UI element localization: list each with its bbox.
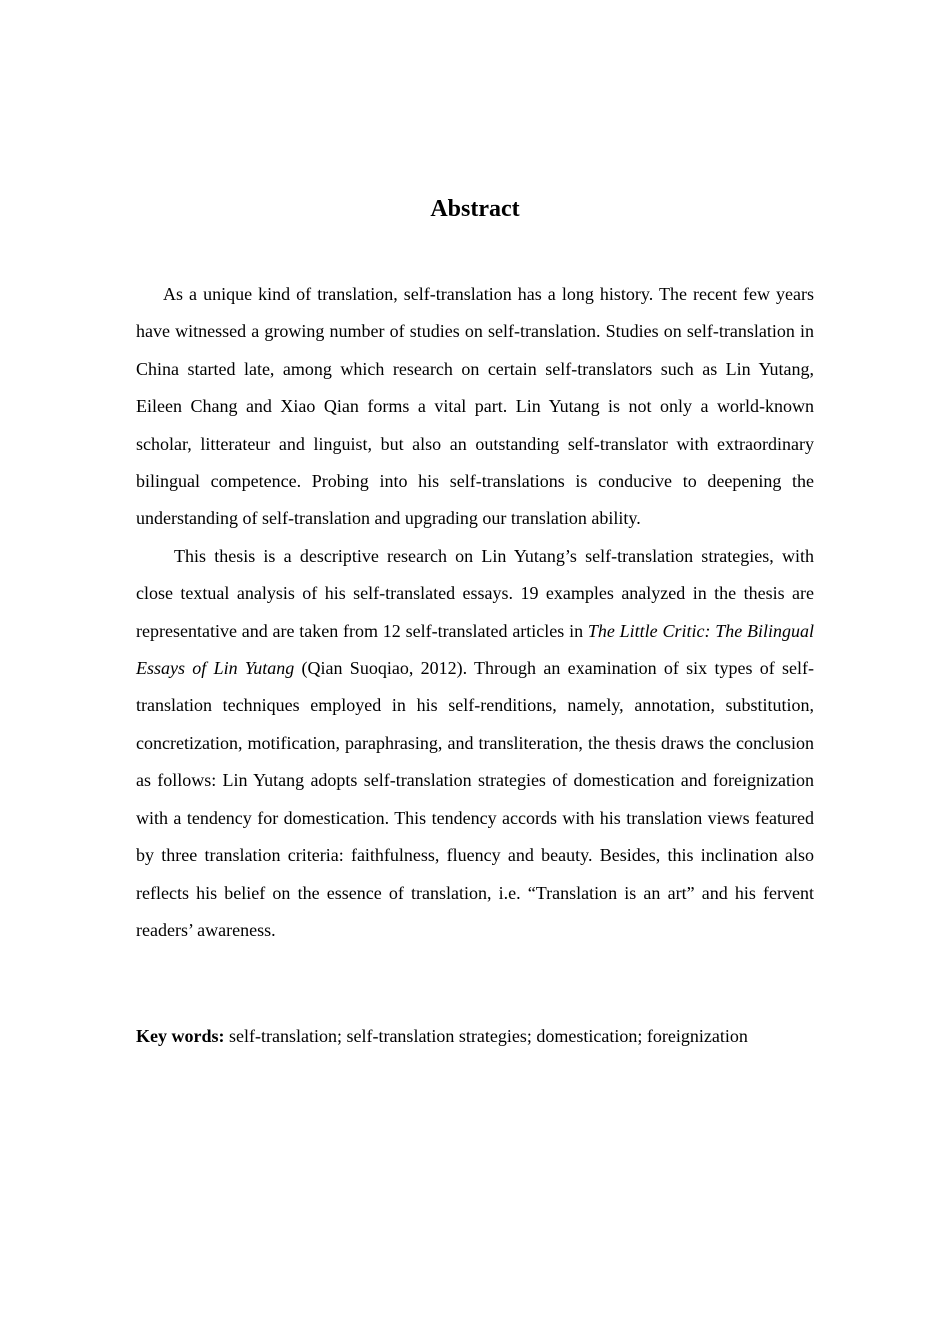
- paragraph-2-text-part-2: (Qian Suoqiao, 2012). Through an examination of six types of self-translation techniques employed in his self-renditions, namely, annotation, substitution, concretization, motification, paraphrasing, and transliteration, the thesis draws the conclusion as follows: Lin Yutang adopts self-translation strategies of domestication and foreignization with a tendency for domestication. This tendency accords with his translation views featured by three translation criteria: faithfulness, fluency and beauty. Besides, this inclination also reflects his belief on the essence of translation, i.e. “Translation is an art” and his fervent readers’ awareness.: [136, 658, 815, 940]
- abstract-paragraph-1: As a unique kind of translation, self-translation has a long history. The recent few years have witnessed a growing number of studies on self-translation. Studies on self-translation in China started late, among which research on certain self-translators such as Lin Yutang, Eileen Chang and Xiao Qian forms a vital part. Lin Yutang is not only a world-known scholar, litterateur and linguist, but also an outstanding self-translator with extraordinary bilingual competence. Probing into his self-translations is conducive to deepening the understanding of self-translation and upgrading our translation ability.: [136, 284, 814, 529]
- abstract-title: Abstract: [430, 196, 520, 222]
- paragraph-2-text-part-1: This thesis is a descriptive research on Lin Yutang’s self-translation strategies, with close textual analysis of his self-translated essays. 19 examples analyzed in the thesis are representative and are taken from 12 self-translated articles in: [136, 545, 814, 641]
- abstract-paragraph-2: [136, 538, 814, 949]
- abstract-body: [136, 276, 814, 949]
- keywords-label: Key words:: [136, 1026, 225, 1046]
- book-title: The Little Critic: The Bilingual Essays of Lin Yutang: [136, 620, 815, 679]
- keywords-line: [136, 1022, 836, 1050]
- keywords-text: self-translation; self-translation strategies; domestication; foreignization: [224, 1026, 748, 1046]
